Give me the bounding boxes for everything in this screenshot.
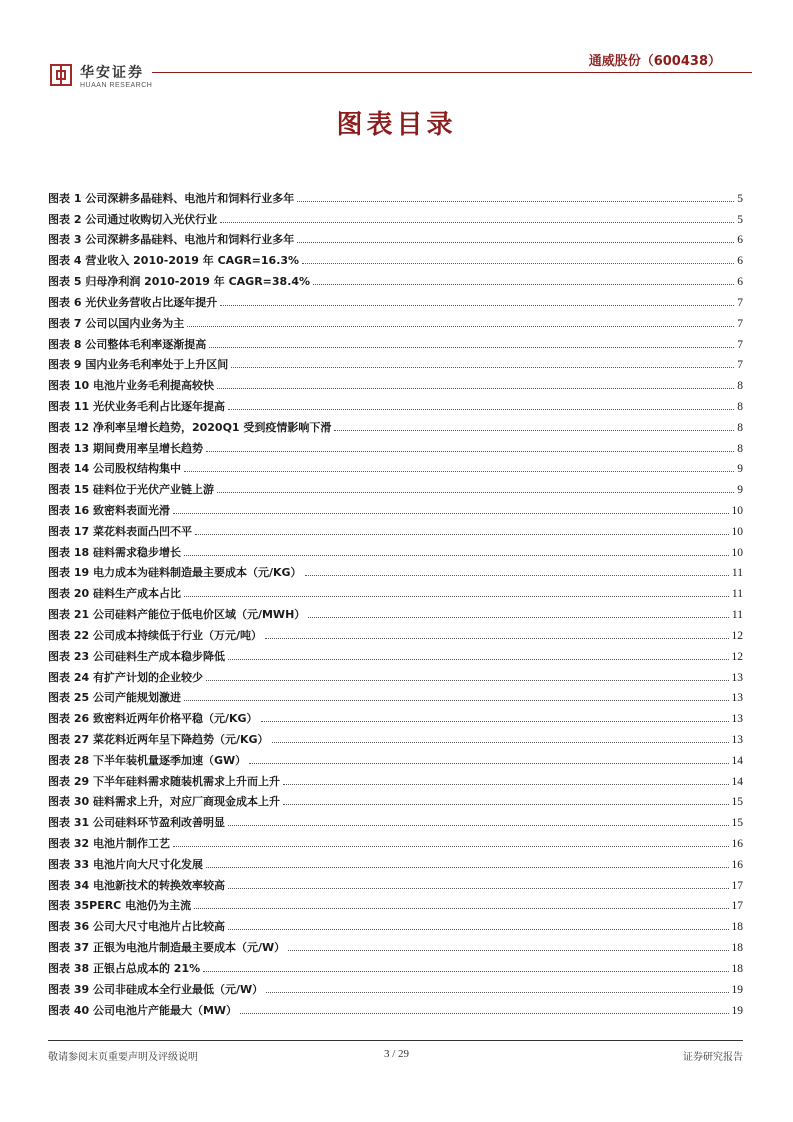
toc-entry-page[interactable]: 18 — [731, 962, 743, 975]
toc-dot-leader — [266, 991, 728, 993]
toc-entry[interactable] — [48, 851, 743, 872]
toc-dot-leader — [206, 450, 734, 452]
toc-entry-page[interactable]: 6 — [737, 276, 743, 289]
toc-dot-leader — [228, 928, 729, 930]
toc-entry-label[interactable]: 图表 8 公司整体毛利率逐渐提高 — [48, 337, 207, 351]
toc-entry-page[interactable]: 7 — [737, 359, 743, 372]
toc-entry-page[interactable]: 14 — [731, 754, 743, 767]
toc-entry[interactable] — [48, 310, 743, 331]
toc-dot-leader — [283, 783, 729, 785]
toc-entry-label[interactable]: 图表 3 公司深耕多晶硅料、电池片和饲料行业多年 — [48, 233, 295, 247]
toc-entry[interactable] — [48, 705, 743, 726]
toc-entry-page[interactable]: 15 — [731, 796, 743, 809]
toc-entry-label[interactable]: 图表 15 硅料位于光伏产业链上游 — [48, 483, 214, 497]
toc-dot-leader — [305, 574, 729, 576]
toc-entry-label[interactable]: 图表 10 电池片业务毛利提高较快 — [48, 379, 214, 393]
toc-entry[interactable] — [48, 206, 743, 227]
toc-dot-leader — [240, 1012, 728, 1014]
toc-entry-page[interactable]: 8 — [737, 380, 743, 393]
toc-entry[interactable] — [48, 893, 743, 914]
toc-entry-page[interactable]: 10 — [731, 505, 743, 517]
toc-entry[interactable] — [48, 809, 743, 830]
toc-dot-leader — [220, 304, 734, 306]
toc-dot-leader — [228, 408, 734, 410]
toc-dot-leader — [217, 387, 734, 389]
toc-dot-leader — [228, 887, 729, 889]
toc-entry[interactable] — [48, 622, 743, 643]
toc-dot-leader — [173, 845, 729, 847]
toc-entry-page[interactable]: 18 — [731, 942, 743, 955]
toc-entry[interactable] — [48, 539, 743, 560]
toc-entry-page[interactable]: 13 — [731, 692, 743, 705]
toc-dot-leader — [184, 699, 729, 701]
toc-dot-leader — [308, 616, 729, 618]
toc-entry-page[interactable]: 14 — [731, 775, 743, 788]
toc-entry-label[interactable]: 图表 37 正银为电池片制造最主要成本（元/W） — [48, 941, 286, 955]
toc-entry-page[interactable]: 9 — [737, 484, 743, 497]
toc-entry-page[interactable]: 7 — [737, 296, 743, 309]
toc-entry[interactable] — [48, 497, 743, 518]
toc-dot-leader — [194, 907, 728, 909]
toc-entry[interactable] — [48, 580, 743, 601]
toc-entry-label[interactable]: 图表 29 下半年硅料需求随装机需求上升而上升 — [48, 774, 280, 788]
toc-entry-label[interactable]: 图表 27 菜花料近两年呈下降趋势（元/KG） — [48, 732, 269, 746]
toc-entry[interactable] — [48, 352, 743, 373]
toc-entry[interactable] — [48, 643, 743, 664]
toc-entry-label[interactable]: 图表 4 营业收入 2010-2019 年 CAGR=16.3% — [48, 254, 300, 268]
toc-entry-label[interactable]: 图表 13 期间费用率呈增长趋势 — [48, 441, 203, 455]
toc-entry-page[interactable]: 11 — [731, 567, 743, 580]
toc-dot-leader — [206, 679, 729, 681]
toc-entry-label[interactable]: 图表 40 公司电池片产能最大（MW） — [48, 1003, 238, 1017]
toc-dot-leader — [261, 720, 729, 722]
company-title: 通威股份（600438） — [588, 54, 721, 69]
toc-entry-label[interactable]: 图表 33 电池片向大尺寸化发展 — [48, 857, 203, 871]
toc-entry-label[interactable]: 图表 14 公司股权结构集中 — [48, 462, 181, 476]
toc-entry[interactable] — [48, 664, 743, 685]
toc-dot-leader — [195, 533, 729, 535]
toc-entry-page[interactable]: 19 — [731, 1004, 743, 1017]
footer-report-type: 证券研究报告 — [683, 1052, 743, 1063]
toc-entry-label[interactable]: 图表 20 硅料生产成本占比 — [48, 587, 181, 601]
toc-list — [48, 185, 743, 1018]
toc-entry-page[interactable]: 8 — [737, 400, 743, 413]
toc-entry-page[interactable]: 12 — [731, 629, 743, 642]
footer-disclaimer: 敬请参阅末页重要声明及评级说明 — [48, 1052, 198, 1063]
toc-entry-page[interactable]: 17 — [731, 900, 743, 913]
toc-entry[interactable] — [48, 393, 743, 414]
toc-entry-page[interactable]: 5 — [737, 192, 743, 205]
toc-dot-leader — [283, 803, 729, 805]
toc-entry[interactable] — [48, 768, 743, 789]
toc-entry-label[interactable]: 图表 24 有扩产计划的企业较少 — [48, 670, 203, 684]
toc-entry-page[interactable]: 10 — [731, 525, 743, 538]
toc-entry-label[interactable]: 图表 22 公司成本持续低于行业（万元/吨） — [48, 628, 262, 642]
toc-entry[interactable] — [48, 976, 743, 997]
page-header — [0, 0, 793, 110]
toc-dot-leader — [217, 491, 734, 493]
toc-dot-leader — [297, 200, 734, 202]
toc-dot-leader — [231, 366, 734, 368]
toc-entry-label[interactable]: 图表 16 致密料表面光滑 — [48, 504, 170, 517]
toc-entry-label[interactable]: 图表 21 公司硅料产能位于低电价区域（元/MWH） — [48, 608, 306, 622]
footer-page-number: 3 / 29 — [383, 1048, 410, 1060]
toc-entry-label[interactable]: 图表 34 电池新技术的转换效率较高 — [48, 878, 225, 892]
toc-entry-label[interactable]: 图表 30 硅料需求上升，对应厂商现金成本上升 — [48, 795, 280, 809]
toc-entry[interactable] — [48, 601, 743, 622]
toc-entry-label[interactable]: 图表 32 电池片制作工艺 — [48, 837, 170, 850]
toc-entry[interactable] — [48, 955, 743, 976]
toc-dot-leader — [209, 346, 734, 348]
toc-entry-page[interactable]: 7 — [737, 317, 743, 330]
toc-dot-leader — [184, 554, 729, 556]
toc-entry-page[interactable]: 16 — [731, 858, 743, 871]
toc-entry-label[interactable]: 图表 19 电力成本为硅料制造最主要成本（元/KG） — [48, 566, 302, 580]
toc-dot-leader — [203, 970, 728, 972]
toc-entry-label[interactable]: 图表 25 公司产能规划激进 — [48, 691, 181, 705]
logo-cn-text: 华安证券 — [80, 65, 144, 81]
toc-entry[interactable] — [48, 435, 743, 456]
toc-entry[interactable] — [48, 518, 743, 539]
toc-entry-page[interactable]: 13 — [731, 733, 743, 746]
toc-entry-page[interactable]: 11 — [731, 609, 743, 622]
toc-entry[interactable] — [48, 414, 743, 435]
toc-dot-leader — [249, 762, 728, 764]
toc-entry-page[interactable]: 6 — [737, 255, 743, 268]
toc-entry-label[interactable]: 图表 11 光伏业务毛利占比逐年提高 — [48, 399, 225, 413]
toc-entry-page[interactable]: 7 — [737, 338, 743, 351]
toc-entry[interactable] — [48, 289, 743, 310]
toc-entry-label[interactable]: 图表 35PERC 电池仍为主流 — [48, 899, 192, 913]
toc-entry[interactable] — [48, 560, 743, 581]
header-divider — [152, 72, 752, 73]
page-title: 图表目录 — [336, 110, 457, 140]
toc-entry-label[interactable]: 图表 39 公司非硅成本全行业最低（元/W） — [48, 982, 264, 996]
toc-entry[interactable] — [48, 268, 743, 289]
toc-entry[interactable] — [48, 872, 743, 893]
toc-entry[interactable] — [48, 476, 743, 497]
toc-entry-page[interactable]: 8 — [737, 421, 743, 434]
toc-entry-label[interactable]: 图表 5 归母净利润 2010-2019 年 CAGR=38.4% — [48, 275, 311, 289]
toc-entry-page[interactable]: 11 — [731, 588, 743, 601]
toc-entry-label[interactable]: 图表 38 正银占总成本的 21% — [48, 961, 201, 975]
toc-entry-label[interactable]: 图表 2 公司通过收购切入光伏行业 — [48, 212, 218, 226]
toc-entry-label[interactable]: 图表 28 下半年装机量逐季加速（GW） — [48, 753, 247, 767]
toc-dot-leader — [313, 283, 734, 285]
toc-entry-label[interactable]: 图表 31 公司硅料环节盈利改善明显 — [48, 816, 225, 830]
toc-entry-page[interactable]: 9 — [737, 463, 743, 476]
toc-entry-page[interactable]: 15 — [731, 817, 743, 830]
toc-entry[interactable] — [48, 789, 743, 810]
toc-entry-label[interactable]: 图表 6 光伏业务营收占比逐年提升 — [48, 295, 218, 309]
toc-dot-leader — [288, 949, 728, 951]
toc-entry-page[interactable]: 18 — [731, 921, 743, 934]
toc-entry-page[interactable]: 8 — [737, 442, 743, 455]
toc-entry-page[interactable]: 12 — [731, 650, 743, 663]
toc-entry-label[interactable]: 图表 1 公司深耕多晶硅料、电池片和饲料行业多年 — [48, 191, 295, 205]
huaan-logo-icon — [50, 64, 72, 86]
toc-dot-leader — [173, 512, 729, 514]
toc-entry[interactable] — [48, 372, 743, 393]
toc-entry-page[interactable]: 13 — [731, 671, 743, 684]
toc-entry-page[interactable]: 17 — [731, 879, 743, 892]
toc-entry-label[interactable]: 图表 7 公司以国内业务为主 — [48, 316, 185, 330]
toc-entry-page[interactable]: 6 — [737, 234, 743, 247]
toc-entry-label[interactable]: 图表 36 公司大尺寸电池片占比较高 — [48, 920, 225, 934]
toc-entry-label[interactable]: 图表 17 菜花料表面凸凹不平 — [48, 524, 192, 538]
toc-entry[interactable] — [48, 247, 743, 268]
toc-entry[interactable] — [48, 185, 743, 206]
toc-entry-page[interactable]: 5 — [737, 213, 743, 226]
toc-entry-label[interactable]: 图表 23 公司硅料生产成本稳步降低 — [48, 649, 225, 663]
toc-dot-leader — [228, 658, 729, 660]
toc-entry-page[interactable]: 10 — [731, 546, 743, 559]
toc-entry-label[interactable]: 图表 12 净利率呈增长趋势，2020Q1 受到疫情影响下滑 — [48, 420, 332, 434]
toc-entry-page[interactable]: 19 — [731, 983, 743, 996]
toc-entry-label[interactable]: 图表 18 硅料需求稳步增长 — [48, 545, 181, 559]
toc-entry-label[interactable]: 图表 26 致密料近两年价格平稳（元/KG） — [48, 712, 258, 726]
toc-entry[interactable] — [48, 227, 743, 248]
toc-dot-leader — [228, 824, 729, 826]
toc-dot-leader — [334, 429, 734, 431]
toc-dot-leader — [265, 637, 729, 639]
toc-dot-leader — [187, 325, 734, 327]
toc-dot-leader — [184, 470, 734, 472]
toc-dot-leader — [184, 595, 729, 597]
toc-dot-leader — [297, 241, 734, 243]
toc-entry-label[interactable]: 图表 9 国内业务毛利率处于上升区间 — [48, 358, 229, 372]
toc-dot-leader — [272, 741, 729, 743]
logo-en-text: HUAAN RESEARCH — [80, 82, 153, 89]
toc-entry[interactable] — [48, 830, 743, 851]
toc-entry-page[interactable]: 13 — [731, 713, 743, 726]
toc-entry[interactable] — [48, 726, 743, 747]
toc-entry[interactable] — [48, 456, 743, 477]
toc-entry[interactable] — [48, 685, 743, 706]
toc-dot-leader — [206, 866, 729, 868]
toc-entry-page[interactable]: 16 — [731, 838, 743, 850]
footer-divider — [48, 1040, 743, 1041]
toc-dot-leader — [302, 262, 734, 264]
toc-entry[interactable] — [48, 331, 743, 352]
toc-entry[interactable] — [48, 997, 743, 1018]
toc-entry[interactable] — [48, 913, 743, 934]
toc-entry[interactable] — [48, 747, 743, 768]
toc-entry[interactable] — [48, 934, 743, 955]
toc-dot-leader — [220, 221, 734, 223]
